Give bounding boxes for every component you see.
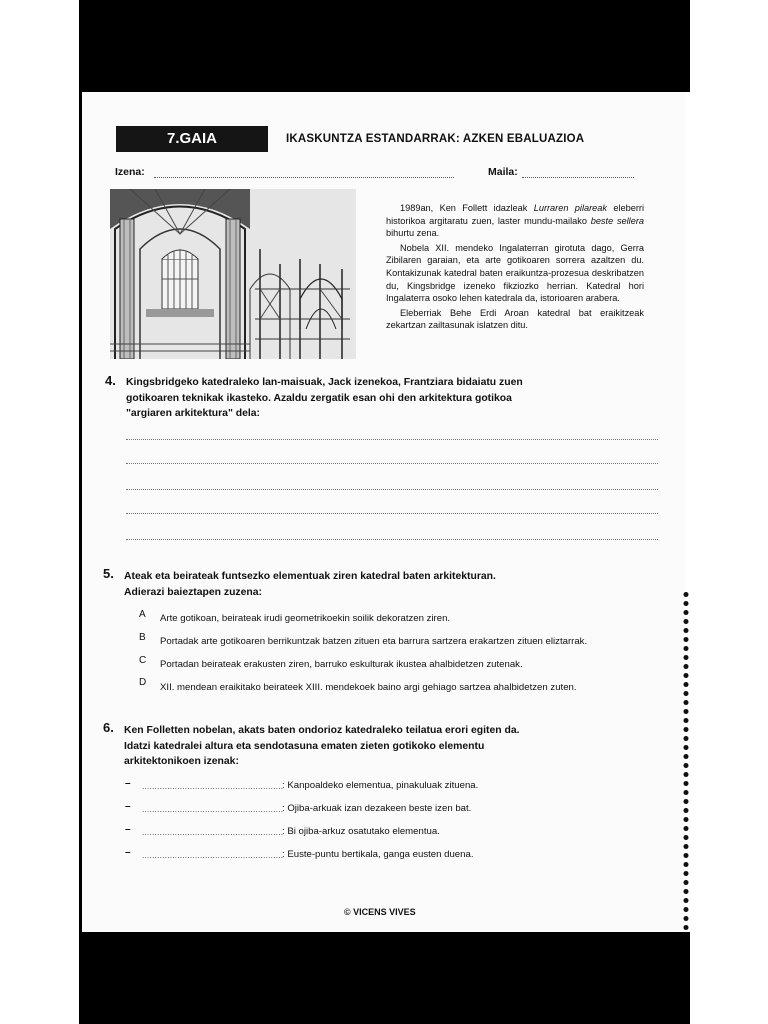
term-blank-1[interactable]: ........................................................ (142, 782, 284, 791)
question-6-text: Ken Folletten nobelan, akats baten ondorioz katedraleko teilatua erori egiten da. Idatzi katedralei altura eta sendotasuna ematen zieten gotikoko elementu arkitektonikoen izenak: (124, 725, 520, 767)
option-c-letter[interactable]: C (139, 655, 147, 666)
intro-paragraph-1: 1989an, Ken Follett idazleak Lurraren pilareak eleberri historikoa argitaratu zuen, laster mundu-mailako beste sellera bihurtu zena. (386, 203, 645, 239)
unit-badge: 7.GAIA (116, 126, 268, 152)
option-a-text: Arte gotikoan, beirateak irudi geometrikoekin soilik dekoratzen ziren. (160, 613, 451, 624)
intro-paragraph-2: Nobela XII. mendeko Ingalaterran girotuta dago, Gerra Zibilaren garaian, eta arte gotikoaren sorrera azaltzen du. Kontakizunak katedral baten eraikuntza-prozesua deskribatzen du, Kingsbridge izeneko fikziozko herrian. Katedral hori Ingalaterra osoko lehen katedrala da, istorioaren arabera. (386, 242, 644, 304)
question-6-number: 6. (103, 720, 114, 735)
option-d-letter[interactable]: D (139, 677, 147, 688)
intro-paragraph-3: Eleberriak Behe Erdi Aroan katedral bat eraikitzeak zekartzan zailtasunak islatzen ditu. (386, 307, 644, 331)
term-dash: – (125, 778, 131, 789)
level-field[interactable] (522, 176, 634, 178)
answer-line[interactable] (126, 512, 658, 514)
term-dash: – (125, 801, 131, 812)
answer-line[interactable] (126, 538, 658, 540)
option-d-text: XII. mendean eraikitako beirateek XIII. mendekoek baino argi gehiago sartzea ahalbidetzen zuten. (160, 682, 577, 693)
cathedral-illustration (110, 189, 356, 359)
term-blank-3[interactable]: ........................................................ (142, 828, 284, 837)
term-definition-4: : Euste-puntu bertikala, ganga eusten duena. (282, 849, 474, 860)
term-definition-3: : Bi ojiba-arkuz osatutako elementua. (282, 826, 440, 837)
intro-text (386, 202, 644, 334)
worksheet-page (82, 92, 685, 932)
option-a-letter[interactable]: A (139, 609, 146, 620)
term-dash: – (125, 824, 131, 835)
term-dash: – (125, 847, 131, 858)
answer-line[interactable] (126, 462, 658, 464)
question-5-text: Ateak eta beirateak funtsezko elementuak ziren katedral baten arkitekturan. Adierazi baieztapen zuzena: (124, 571, 496, 598)
term-definition-1: : Kanpoaldeko elementua, pinakuluak zituena. (282, 780, 479, 791)
question-5-number: 5. (103, 566, 114, 581)
option-b-text: Portadak arte gotikoaren berrikuntzak batzen zituen eta barrura sartzera erakartzen zituen eliztarrak. (160, 636, 588, 647)
name-label: Izena: (115, 166, 145, 178)
question-4-text: Kingsbridgeko katedraleko lan-maisuak, Jack izenekoa, Frantziara bidaiatu zuen gotikoaren teknikak ikasteko. Azaldu zergatik esan ohi den arkitektura gotikoa "argiaren arkitektura" dela: (126, 377, 523, 419)
question-4-number: 4. (105, 373, 116, 388)
spiral-binding (682, 590, 690, 932)
publisher-footer: © VICENS VIVES (344, 907, 416, 917)
term-blank-2[interactable]: ........................................................ (142, 805, 284, 814)
option-b-letter[interactable]: B (139, 632, 146, 643)
answer-line[interactable] (126, 438, 658, 440)
option-c-text: Portadan beirateak erakusten ziren, barruko eskulturak ikustea ahalbidetzen zutenak. (160, 659, 523, 670)
scan-border-top (79, 0, 690, 92)
name-field[interactable] (154, 176, 454, 178)
term-blank-4[interactable]: ........................................................ (142, 851, 284, 860)
level-label: Maila: (488, 166, 518, 178)
page-title: IKASKUNTZA ESTANDARRAK: AZKEN EBALUAZIOA (286, 133, 585, 145)
scan-border-bottom (79, 932, 690, 1024)
term-definition-2: : Ojiba-arkuak izan dezakeen beste izen bat. (282, 803, 472, 814)
answer-line[interactable] (126, 488, 658, 490)
